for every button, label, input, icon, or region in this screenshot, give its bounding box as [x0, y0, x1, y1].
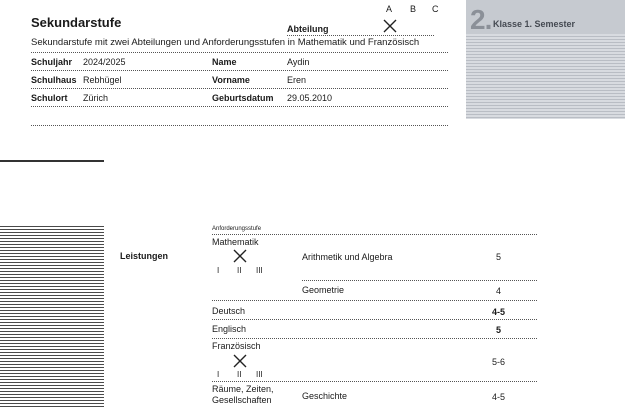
schulhaus-label: Schulhaus [31, 75, 77, 85]
schulhaus-value: Rebhügel [83, 75, 122, 85]
level-header: Anforderungsstufe [212, 226, 262, 232]
math-level-mark [233, 249, 247, 263]
subject-rzg [212, 384, 274, 406]
abteilung-option-c: C [432, 4, 439, 14]
sub-geschichte: Geschichte [302, 391, 348, 401]
geburtsdatum-label: Geburtsdatum [212, 93, 274, 103]
sub-geometrie: Geometrie [302, 285, 345, 295]
franz-level-mark [233, 354, 247, 368]
math-level-i: I [217, 266, 220, 275]
subject-rzg-line2: Gesellschaften [212, 395, 272, 405]
subject-rzg-line1: Räume, Zeiten, [212, 384, 274, 394]
abteilung-check-mark [383, 19, 397, 33]
geburtsdatum-value: 29.05.2010 [287, 93, 333, 103]
schulort-value: Zürich [83, 93, 109, 103]
page-subtitle: Sekundarstufe mit zwei Abteilungen und Anforderungsstufen in Mathematik und Französisch [31, 37, 420, 48]
schulort-label: Schulort [31, 93, 68, 103]
abteilung-label: Abteilung [287, 24, 329, 34]
schuljahr-value: 2024/2025 [83, 57, 126, 67]
grade-deutsch: 4-5 [492, 307, 506, 317]
franz-level-i: I [217, 370, 220, 379]
schuljahr-label: Schuljahr [31, 57, 73, 67]
abteilung-option-a: A [386, 4, 393, 14]
franz-level-ii: II [237, 370, 242, 379]
subject-franzoesisch: Französisch [212, 341, 261, 351]
math-level-iii: III [256, 266, 263, 275]
grade-englisch: 5 [496, 325, 502, 335]
grade-arithmetik: 5 [496, 252, 502, 262]
page-title: Sekundarstufe [31, 15, 122, 30]
grade-geschichte: 4-5 [492, 392, 506, 402]
grade-geometrie: 4 [496, 286, 502, 296]
name-value: Aydin [287, 57, 310, 67]
subject-englisch: Englisch [212, 324, 247, 334]
sub-arithmetik: Arithmetik und Algebra [302, 252, 393, 262]
divider-line [0, 160, 104, 162]
leistungen-label: Leistungen [120, 251, 169, 261]
stripe-decoration [0, 226, 104, 407]
name-label: Name [212, 57, 237, 67]
subject-mathematik: Mathematik [212, 237, 259, 247]
grade-number: 2. [470, 4, 492, 35]
abteilung-option-b: B [410, 4, 417, 14]
math-level-ii: II [237, 266, 242, 275]
grade-text: Klasse 1. Semester [493, 19, 576, 29]
vorname-value: Eren [287, 75, 307, 85]
franz-level-iii: III [256, 370, 263, 379]
grade-franzoesisch: 5-6 [492, 357, 506, 367]
vorname-label: Vorname [212, 75, 250, 85]
subject-deutsch: Deutsch [212, 306, 246, 316]
